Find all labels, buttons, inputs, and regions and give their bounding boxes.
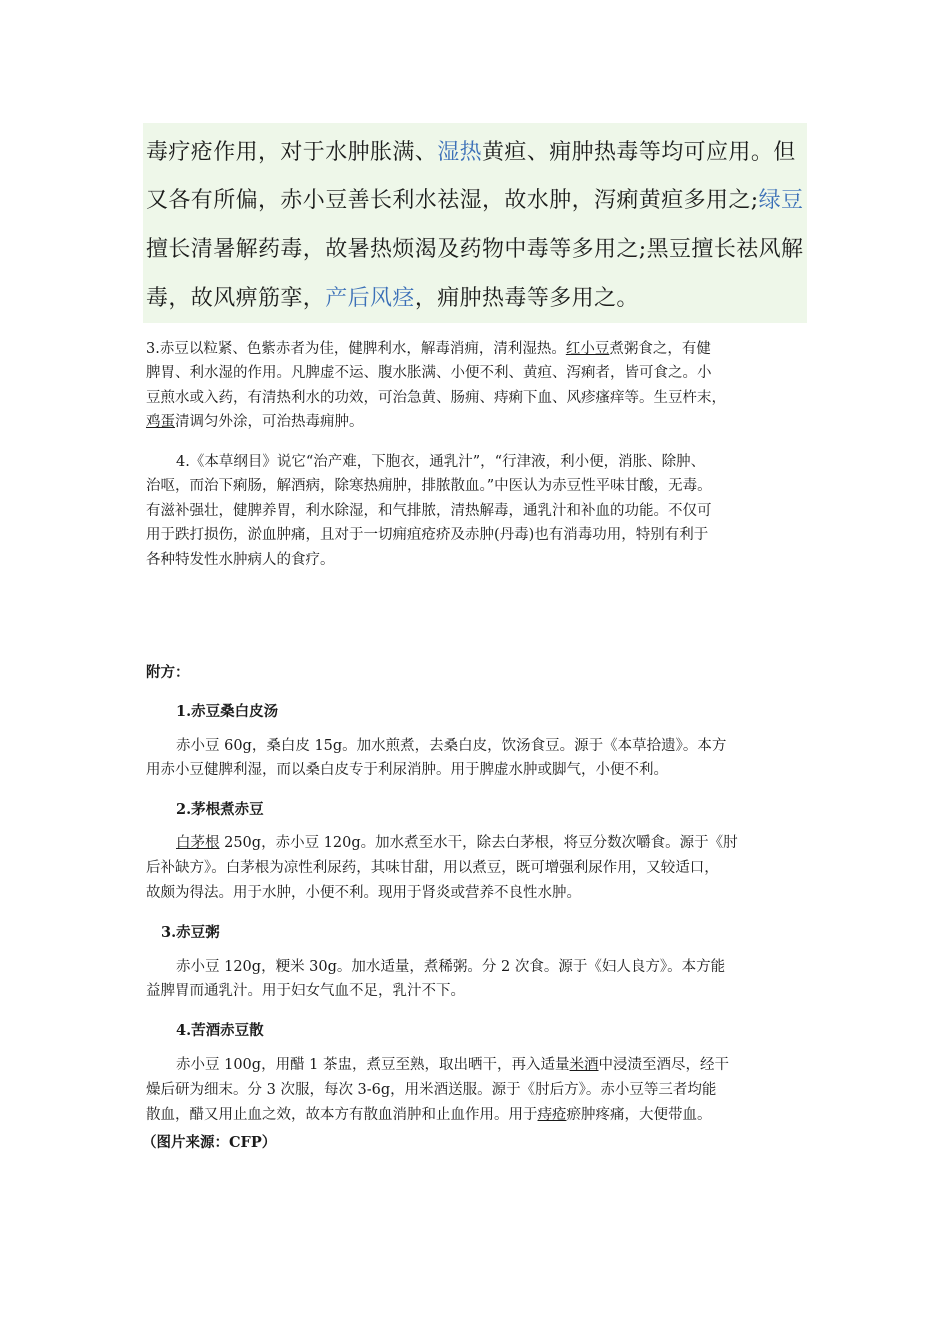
para4-line-1: 4.《本草纲目》说它“治产难，下胞衣，通乳汁”，“行津液，利小便，消胀、除肿、 — [176, 454, 706, 470]
highlight-line-1: 毒疗疮作用，对于水肿胀满、湿热黄疸、痈肿热毒等均可应用。但 — [146, 140, 796, 165]
highlight-line-4: 毒，故风痹筋挛，产后风痉，痈肿热毒等多用之。 — [146, 286, 639, 311]
recipe-3-heading: 3.赤豆粥 — [161, 924, 220, 941]
recipe-1-line-1: 赤小豆 60g，桑白皮 15g。加水煎煮，去桑白皮，饮汤食豆。源于《本草拾遗》。本方 — [176, 738, 727, 754]
recipe-2-line-2: 后补缺方》。白茅根为凉性利尿药，其味甘甜，用以煮豆，既可增强利尿作用，又较适口， — [146, 860, 719, 876]
recipe-3-line-1: 赤小豆 120g，粳米 30g。加水适量，煮稀粥。分 2 次食。源于《妇人良方》。本方能 — [176, 959, 726, 975]
link-chanhoufengjing[interactable]: 产后风痉 — [325, 286, 415, 311]
link-shire[interactable]: 湿热 — [437, 140, 483, 165]
para3-line-2: 脾胃、利水湿的作用。凡脾虚不运、腹水胀满、小便不利、黄疸、泻痢者，皆可食之。小 — [146, 365, 712, 381]
link-jidan[interactable]: 鸡蛋 — [146, 414, 175, 430]
para3-line-1: 3.赤豆以粒紧、色紫赤者为佳，健脾利水，解毒消痈，清利湿热。红小豆煮粥食之，有健 — [146, 341, 711, 357]
para4-line-3: 有滋补强壮，健脾养胃，利水除湿，和气排脓，清热解毒，通乳汁和补血的功能。不仅可 — [146, 503, 712, 519]
highlight-line-3: 擅长清暑解药毒，故暑热烦渴及药物中毒等多用之;黑豆擅长祛风解 — [146, 237, 804, 262]
recipe-4-heading: 4.苦酒赤豆散 — [176, 1022, 264, 1039]
link-baimaogen[interactable]: 白茅根 — [176, 835, 220, 851]
recipe-4-line-1: 赤小豆 100g，用醋 1 茶盅，煮豆至熟，取出晒干，再入适量米酒中浸渍至酒尽，经干 — [176, 1057, 730, 1073]
link-mijiu[interactable]: 米酒 — [569, 1057, 599, 1073]
link-zhichuang[interactable]: 痔疮 — [537, 1107, 567, 1123]
recipe-4-line-2: 燥后研为细末。分 3 次服，每次 3-6g，用米酒送服。源于《肘后方》。赤小豆等三者均能 — [146, 1082, 717, 1098]
image-source: （图片来源：CFP） — [142, 1134, 277, 1151]
recipe-3-line-2: 益脾胃而通乳汁。用于妇女气血不足，乳汁不下。 — [146, 983, 465, 999]
recipe-4-line-3: 散血，醋又用止血之效，故本方有散血消肿和止血作用。用于痔疮瘀肿疼痛，大便带血。 — [146, 1107, 712, 1123]
para4-line-4: 用于跌打损伤，淤血肿痛，且对于一切痈疽疮疥及赤肿(丹毒)也有消毒功用，特别有利于 — [146, 527, 709, 543]
para4-line-5: 各种特发性水肿病人的食疗。 — [146, 552, 335, 568]
recipe-1-line-2: 用赤小豆健脾利湿，而以桑白皮专于利尿消肿。用于脾虚水肿或脚气，小便不利。 — [146, 762, 668, 778]
para3-line-4: 鸡蛋清调匀外涂，可治热毒痈肿。 — [146, 414, 364, 430]
link-hongxiaodou[interactable]: 红小豆 — [565, 341, 610, 357]
recipe-2-line-3: 故颇为得法。用于水肿，小便不利。现用于肾炎或营养不良性水肿。 — [146, 885, 581, 901]
recipe-1-heading: 1.赤豆桑白皮汤 — [176, 703, 279, 720]
recipe-2-line-1: 白茅根 250g，赤小豆 120g。加水煮至水干，除去白茅根，将豆分数次嚼食。源于《肘 — [176, 835, 738, 851]
recipe-2-heading: 2.茅根煮赤豆 — [176, 801, 264, 818]
highlight-line-2: 又各有所偏，赤小豆善长利水祛湿，故水肿，泻痢黄疸多用之;绿豆 — [146, 188, 804, 213]
link-lvdou[interactable]: 绿豆 — [758, 188, 804, 213]
appendix-title: 附方： — [146, 664, 190, 681]
para3-line-3: 豆煎水或入药，有清热利水的功效，可治急黄、肠痈、痔痢下血、风疹瘙痒等。生豆杵末， — [146, 390, 726, 406]
para4-line-2: 治呕，而治下痢肠，解酒病，除寒热痈肿，排脓散血。”中医认为赤豆性平味甘酸，无毒。 — [146, 478, 712, 494]
